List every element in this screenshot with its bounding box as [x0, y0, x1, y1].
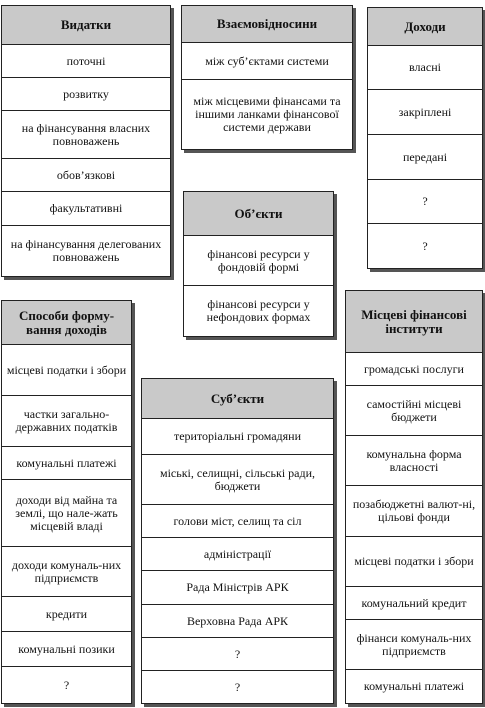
- revenues-title: Доходи: [368, 8, 482, 46]
- revenue-methods-item: доходи від майна та землі, що нале-жать місцевій владі: [2, 480, 131, 547]
- local-finance-institutes-title: Місцеві фінансові інститути: [346, 291, 482, 353]
- expenditures-item: обов’язкові: [2, 159, 170, 192]
- revenue-methods-item: частки загально-державних податків: [2, 396, 131, 447]
- relations-box: [181, 5, 353, 150]
- expenditures-item: факультативні: [2, 192, 170, 226]
- revenues-box: [367, 7, 483, 269]
- revenue-methods-item: комунальні платежі: [2, 447, 131, 480]
- subjects-item: голови міст, селищ та сіл: [142, 505, 333, 538]
- objects-item: фінансові ресурси у фондовій формі: [184, 236, 333, 286]
- revenues-item: ?: [422, 238, 428, 253]
- subjects-item: міські, селищні, сільські ради, бюджети: [142, 455, 333, 505]
- subjects-item: ?: [142, 638, 333, 671]
- subjects-title: Суб’єкти: [142, 379, 333, 419]
- objects-box: [183, 191, 334, 337]
- revenues-item: передані: [368, 135, 482, 180]
- objects-title: Об’єкти: [184, 192, 333, 236]
- local-finance-institutes-item: комунальна форма власності: [346, 436, 482, 486]
- local-finance-institutes-item: позабюджетні валют-ні, цільові фонди: [346, 486, 482, 537]
- subjects-item: Рада Міністрів АРК: [142, 571, 333, 605]
- revenues-item: закріплені: [368, 90, 482, 135]
- relations-item: між місцевими фінансами та іншими ланками фінансової системи держави: [193, 94, 341, 134]
- local-finance-institutes-item: громадські послуги: [346, 353, 482, 386]
- subjects-item: Верховна Рада АРК: [142, 605, 333, 638]
- revenue-methods-box: [1, 300, 132, 704]
- revenue-methods-item: ?: [63, 677, 70, 692]
- local-finance-institutes-item: комунальний кредит: [346, 587, 482, 620]
- expenditures-title: Видатки: [2, 6, 170, 45]
- revenues-item: ?: [368, 180, 482, 224]
- objects-item: фінансові ресурси у нефондових формах: [206, 297, 311, 324]
- revenues-item: власні: [368, 46, 482, 90]
- expenditures-item: поточні: [2, 45, 170, 78]
- local-finance-institutes-box: [345, 290, 483, 704]
- subjects-item: ?: [234, 679, 241, 694]
- revenue-methods-item: кредити: [2, 597, 131, 632]
- revenue-methods-title: Способи форму-вання доходів: [2, 301, 131, 345]
- subjects-box: [141, 378, 334, 704]
- expenditures-item: на фінансування делегованих повноважень: [10, 237, 162, 264]
- expenditures-item: розвитку: [2, 78, 170, 111]
- revenue-methods-item: комунальні позики: [2, 632, 131, 667]
- revenue-methods-item: місцеві податки і збори: [2, 345, 131, 396]
- local-finance-institutes-item: комунальні платежі: [363, 679, 465, 693]
- revenue-methods-item: доходи комуналь-них підприємств: [2, 547, 131, 597]
- subjects-item: адміністрації: [142, 538, 333, 571]
- expenditures-box: [1, 5, 171, 277]
- local-finance-institutes-item: фінанси комуналь-них підприємств: [346, 620, 482, 670]
- relations-title: Взаємовідносини: [182, 6, 352, 43]
- relations-item: між суб’єктами системи: [182, 43, 352, 80]
- expenditures-item: на фінансування власних повноважень: [2, 111, 170, 159]
- local-finance-institutes-item: місцеві податки і збори: [346, 537, 482, 587]
- local-finance-institutes-item: самостійні місцеві бюджети: [346, 386, 482, 436]
- subjects-item: територіальні громадяни: [142, 419, 333, 455]
